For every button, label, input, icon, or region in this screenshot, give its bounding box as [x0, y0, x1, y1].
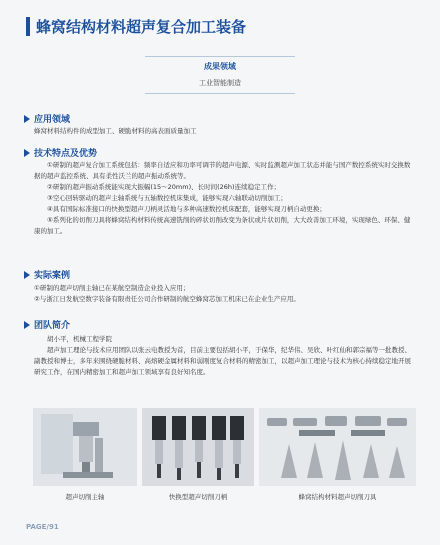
features-list	[34, 160, 416, 237]
section-arrow-icon	[24, 149, 30, 157]
case-item: ①研制的超声切削主轴已在某航空制造企业投入应用；	[34, 284, 190, 292]
domain-heading: 成果领域	[204, 62, 236, 71]
section-application	[24, 112, 70, 125]
page-number: PAGE/91	[26, 523, 59, 531]
section-label: 技术特点及优势	[34, 149, 98, 159]
ultrasonic-spindle-photo	[33, 408, 137, 486]
feature-item: ④具有国际标准接口的快换型超声刀柄灵活地与多种高速数控机床配套，能够实现刀柄自动更换；	[47, 205, 326, 213]
page-title: 蜂窝结构材料超声复合加工装备	[36, 18, 247, 36]
team-block	[34, 334, 416, 378]
cases-list	[34, 283, 416, 305]
section-label: 应用领域	[34, 115, 71, 125]
photo-strip	[33, 408, 416, 486]
section-arrow-icon	[24, 115, 30, 123]
feature-item: ③空心回转驱动的超声主轴系统与五轴数控机床集成，能够实现六轴联动切削加工；	[47, 194, 287, 202]
team-text: 超声加工理论与技术应用团队以张云电教授为首，目前主要包括胡小平，于保华，纪华伟、吴欣、叶红仙和郭宗福等一批教授、副教授和博士，多年来围绕硬脆材料、高熔硬金属材料和弱刚度复合材料的精密加工，以超声加工理论与技术为核心持续稳定地开展研究工作，在国内精密加工和超声加工领域享有良好知名度。	[34, 346, 411, 376]
section-arrow-icon	[24, 321, 30, 329]
photo-caption: 蜂窝结构材料超声切削刀具	[298, 493, 377, 501]
section-features	[24, 146, 97, 159]
feature-item: ①研制的超声复合加工系统包括：频率自适应和功率可调节的超声电源、实时监测超声加工状态并能与国产数控系统实时交换数据的超声监控系统、具有柔性沃兰的超声振动系统等。	[34, 161, 411, 180]
section-arrow-icon	[24, 271, 30, 279]
section-team	[24, 318, 70, 331]
section-label: 团队简介	[34, 321, 71, 331]
honeycomb-cutting-tools-photo	[259, 408, 416, 486]
domain-value: 工业智能制造	[199, 79, 241, 87]
feature-item: ⑤系列化的切削刀具将蜂窝结构材料传统高速铣削的碎状切削改变为条状或片状切削，大大改善加工环境，实现绿色、环保、健康的加工。	[34, 216, 411, 235]
photo-caption: 超声切削主轴	[65, 493, 105, 501]
page-title-bar	[26, 16, 246, 37]
feature-item: ②研制的超声振动系统能实现大振幅(15～20mm)、长时间(26h)连续稳定工作；	[47, 183, 281, 191]
application-text: 蜂窝材料结构件的成型加工、硬脆材料的高表面质量加工	[34, 127, 197, 135]
photo-caption: 快换型超声切削刀柄	[168, 493, 228, 501]
case-item: ②与浙江日发航空数字装备有限责任公司合作研制的航空蜂窝芯加工机床已在企业生产应用。	[34, 295, 300, 303]
quick-change-tool-holder-photo	[142, 408, 254, 486]
team-leader: 胡小平，机械工程学院	[47, 335, 112, 343]
title-accent-bar	[26, 17, 30, 36]
section-label: 实际案例	[34, 271, 71, 281]
section-cases	[24, 268, 70, 281]
domain-box	[145, 56, 295, 94]
application-text-block	[34, 126, 416, 137]
